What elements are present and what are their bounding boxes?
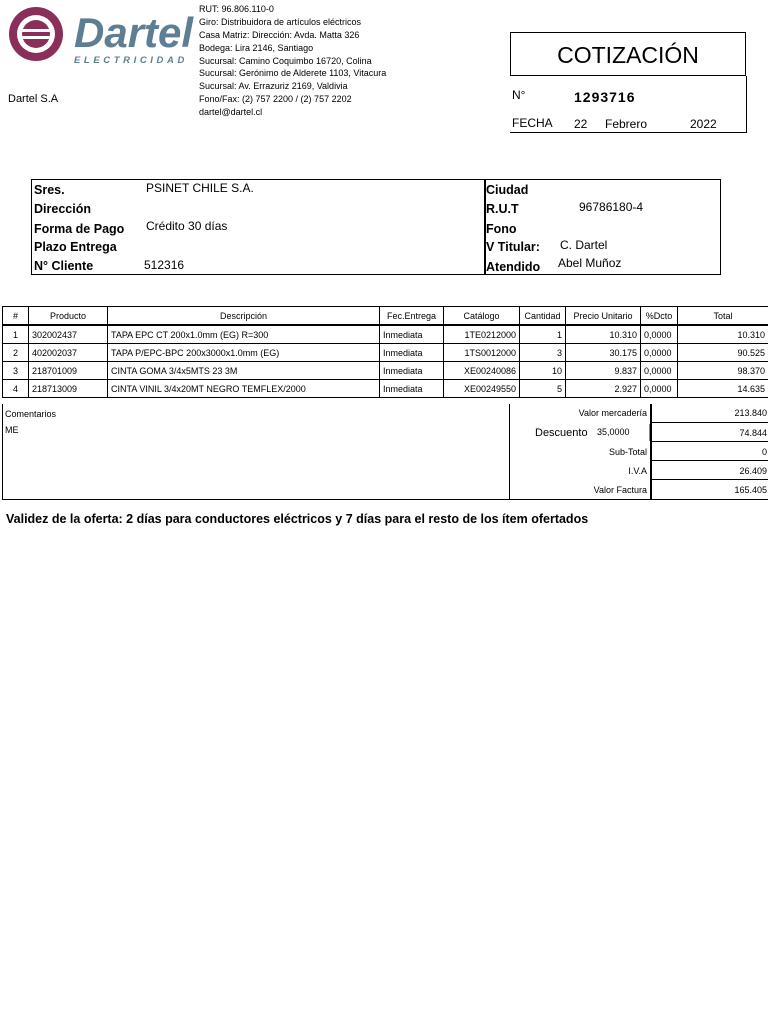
titular-label: V Titular: <box>486 240 540 254</box>
company-info <box>199 3 386 119</box>
cell-fec-entrega: Inmediata <box>380 325 444 344</box>
titular-value: C. Dartel <box>560 238 608 252</box>
company-info-line: Giro: Distribuidora de artículos eléctricos <box>199 16 362 27</box>
cell-cantidad: 1 <box>520 325 566 344</box>
cell-total: 14.635 <box>678 380 768 398</box>
company-info-line: Sucursal: Av. Errazuriz 2169, Valdivia <box>199 81 348 92</box>
cell-fec-entrega: Inmediata <box>380 380 444 398</box>
cell-dcto: 0,0000 <box>641 344 678 362</box>
summary-box <box>2 404 768 500</box>
cell-descripcion: CINTA GOMA 3/4x5MTS 23 3M <box>108 362 380 380</box>
cell-dcto: 0,0000 <box>641 325 678 344</box>
col-header-total: Total <box>678 307 768 326</box>
subtotal-value: 0 <box>761 447 767 457</box>
cell-descripcion: TAPA P/EPC-BPC 200x3000x1.0mm (EG) <box>108 344 380 362</box>
company-info-line: RUT: 96.806.110-0 <box>199 4 274 14</box>
company-info-line: Casa Matriz: Dirección: Avda. Matta 326 <box>199 29 360 40</box>
client-rut: 96786180-4 <box>579 200 644 214</box>
company-info-line: Fono/Fax: (2) 757 2200 / (2) 757 2202 <box>199 94 352 105</box>
summary-rule <box>651 422 768 423</box>
valor-mercaderia: 213.840 <box>734 408 767 418</box>
cell-total: 98.370 <box>678 362 768 380</box>
cell-precio: 30.175 <box>566 344 641 362</box>
comments-value: ME <box>5 425 19 435</box>
company-logo <box>4 4 196 68</box>
col-header-fec-entrega: Fec.Entrega <box>380 307 444 326</box>
cell-precio: 10.310 <box>566 325 641 344</box>
cell-num: 4 <box>3 380 29 398</box>
cell-producto: 302002437 <box>29 325 108 344</box>
cell-num: 1 <box>3 325 29 344</box>
table-row <box>3 344 768 362</box>
forma-pago-label: Forma de Pago <box>34 222 125 236</box>
fono-label: Fono <box>486 222 517 236</box>
valor-factura: 165.405 <box>734 485 767 495</box>
comments-label: Comentarios <box>5 409 57 419</box>
cell-total: 90.525 <box>678 344 768 362</box>
offer-validity-note: Validez de la oferta: 2 días para conductores eléctricos y 7 días para el resto de los ítem ofertados <box>6 512 589 526</box>
company-info-line: Bodega: Lira 2146, Santiago <box>199 42 314 53</box>
col-header-descripcion: Descripción <box>108 307 380 326</box>
cell-num: 3 <box>3 362 29 380</box>
descuento-label: Descuento <box>535 427 588 439</box>
plazo-entrega-label: Plazo Entrega <box>34 240 117 254</box>
logo-wordmark: Dartel <box>74 9 194 56</box>
client-number: 512316 <box>144 258 185 272</box>
attended-by: Abel Muñoz <box>558 256 622 270</box>
rut-label: R.U.T <box>486 202 519 216</box>
cell-dcto: 0,0000 <box>641 380 678 398</box>
company-info-line: Sucursal: Camino Coquimbo 16720, Colina <box>199 55 372 66</box>
direccion-label: Dirección <box>34 202 91 216</box>
cell-cantidad: 3 <box>520 344 566 362</box>
cliente-number-label: N° Cliente <box>34 259 94 273</box>
cell-catalogo: 1TE0212000 <box>444 325 520 344</box>
cell-total: 10.310 <box>678 325 768 344</box>
cell-dcto: 0,0000 <box>641 362 678 380</box>
valor-mercaderia-label: Valor mercadería <box>578 408 647 418</box>
quote-title-box <box>510 32 746 76</box>
company-email: dartel@dartel.cl <box>199 107 263 118</box>
col-header-producto: Producto <box>29 307 108 326</box>
summary-rule <box>651 441 768 442</box>
col-header-cantidad: Cantidad <box>520 307 566 326</box>
col-header-dcto: %Dcto <box>641 307 678 326</box>
col-header-catalogo: Catálogo <box>444 307 520 326</box>
sres-label: Sres. <box>34 183 65 197</box>
items-table <box>2 306 768 398</box>
descuento-percent: 35,0000 <box>597 427 630 437</box>
cell-cantidad: 5 <box>520 380 566 398</box>
cell-catalogo: XE00240086 <box>444 362 520 380</box>
quote-title: COTIZACIÓN <box>557 42 699 68</box>
summary-rule <box>651 460 768 461</box>
quote-number-box <box>510 76 747 133</box>
client-name: PSINET CHILE S.A. <box>146 181 254 195</box>
subtotal-label: Sub-Total <box>608 447 647 457</box>
payment-terms: Crédito 30 días <box>146 219 228 233</box>
company-name: Dartel S.A <box>8 93 59 105</box>
valor-factura-label: Valor Factura <box>593 485 647 495</box>
date-month: Febrero <box>605 117 648 131</box>
date-label: FECHA <box>512 116 553 130</box>
cell-num: 2 <box>3 344 29 362</box>
cell-catalogo: 1TS0012000 <box>444 344 520 362</box>
company-info-line: Sucursal: Gerónimo de Alderete 1103, Vitacura <box>199 68 387 79</box>
cell-catalogo: XE00249550 <box>444 380 520 398</box>
date-day: 22 <box>574 117 588 131</box>
summary-rule <box>651 479 768 480</box>
summary-divider <box>509 404 510 499</box>
cell-descripcion: CINTA VINIL 3/4x20MT NEGRO TEMFLEX/2000 <box>108 380 380 398</box>
col-header-precio: Precio Unitario <box>566 307 641 326</box>
iva-label: I.V.A <box>628 466 647 476</box>
cell-descripcion: TAPA EPC CT 200x1.0mm (EG) R=300 <box>108 325 380 344</box>
client-info-box <box>31 179 721 275</box>
cell-producto: 218701009 <box>29 362 108 380</box>
table-row <box>3 325 768 344</box>
summary-divider <box>650 404 652 499</box>
date-year: 2022 <box>690 117 717 131</box>
quote-box <box>510 32 746 132</box>
logo-subtitle: ELECTRICIDAD <box>74 55 188 66</box>
ciudad-label: Ciudad <box>486 183 529 197</box>
quote-number-label: N° <box>512 88 526 102</box>
atendido-label: Atendido <box>486 260 541 274</box>
cell-precio: 9.837 <box>566 362 641 380</box>
cell-producto: 402002037 <box>29 344 108 362</box>
descuento-value: 74.844 <box>739 428 767 438</box>
table-row <box>3 380 768 398</box>
cell-fec-entrega: Inmediata <box>380 362 444 380</box>
cell-cantidad: 10 <box>520 362 566 380</box>
cell-fec-entrega: Inmediata <box>380 344 444 362</box>
table-header-row <box>3 307 768 326</box>
cell-producto: 218713009 <box>29 380 108 398</box>
cell-precio: 2.927 <box>566 380 641 398</box>
col-header-num: # <box>3 307 29 326</box>
table-row <box>3 362 768 380</box>
quote-number: 1293716 <box>574 89 636 105</box>
iva-value: 26.409 <box>739 466 767 476</box>
